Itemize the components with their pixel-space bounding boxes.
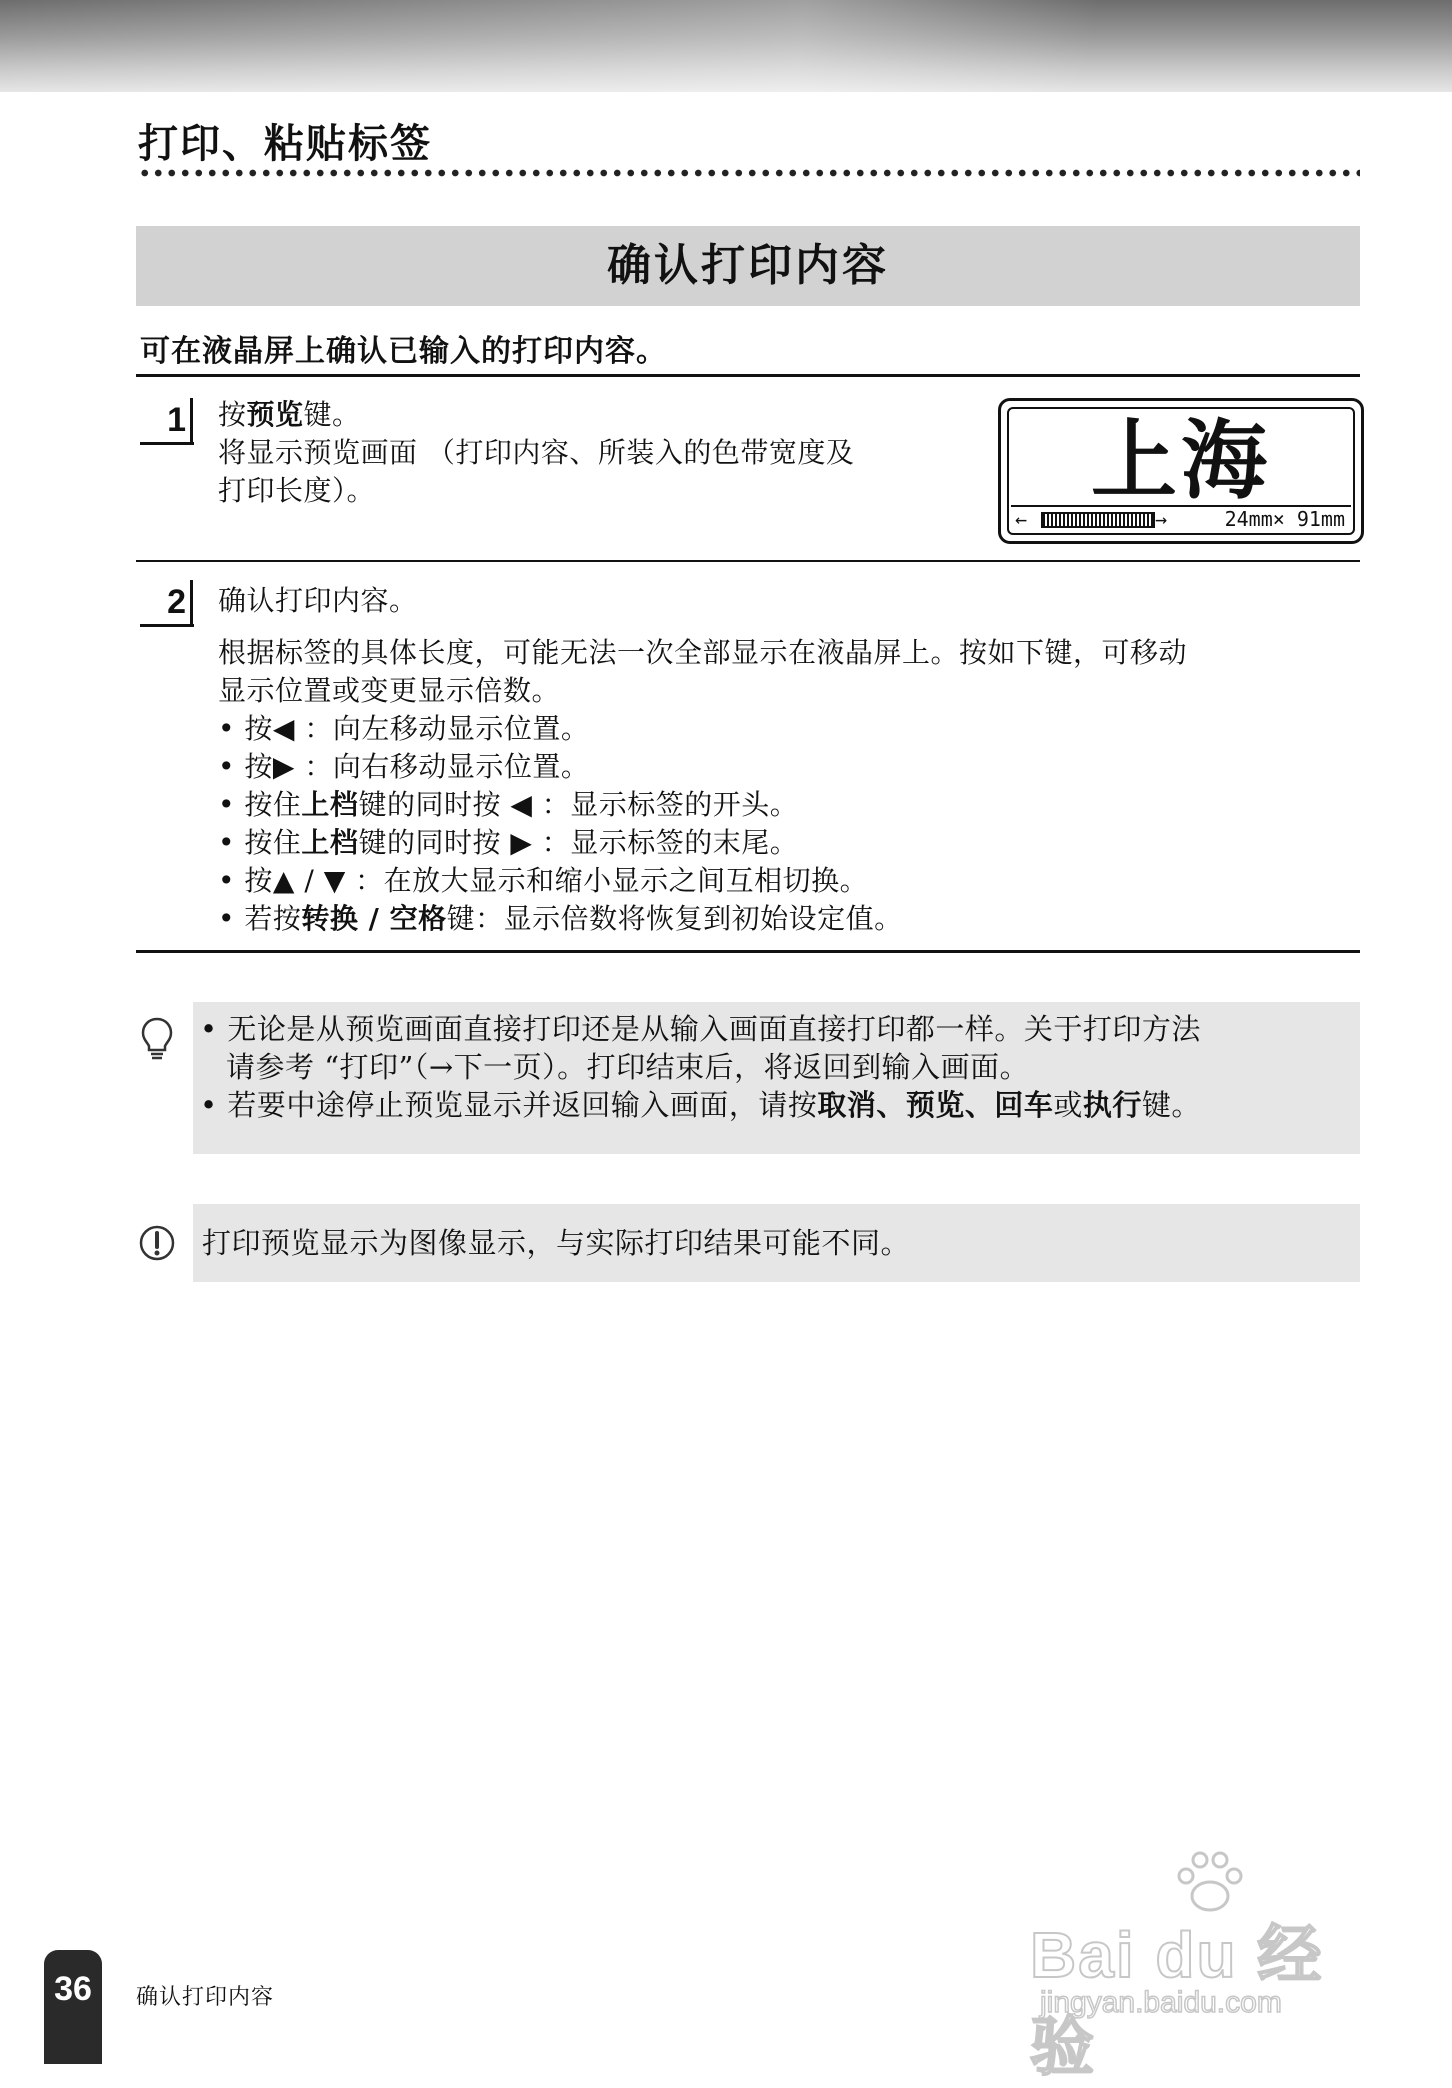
preview-key: 预览 xyxy=(246,398,304,431)
step-1-pre: 按 xyxy=(218,398,247,431)
lcd-status-bar xyxy=(1011,505,1351,531)
step-2-heading xyxy=(218,582,418,620)
bullet-4-pre: • 按住 xyxy=(218,826,302,859)
lightbulb-icon xyxy=(140,1016,174,1062)
step-2-body xyxy=(218,634,1187,710)
step-1-post: 键。 xyxy=(303,398,361,431)
step-2-para-1: 根据标签的具体长度，可能无法一次全部显示在液晶屏上。按如下键，可移动 xyxy=(218,636,1188,669)
step-1-text xyxy=(218,396,854,510)
step-2-line-1: 确认打印内容。 xyxy=(218,584,418,617)
bullet-5-post: ：在放大显示和缩小显示之间互相切换。 xyxy=(345,864,869,897)
bullet-2 xyxy=(218,748,903,786)
step-2-para-2: 显示位置或变更显示倍数。 xyxy=(218,674,561,707)
section-heading: 打印、粘贴标签 xyxy=(138,121,432,167)
bullet-1-pre: • 按 xyxy=(218,712,273,745)
tip-or: 或 xyxy=(1053,1088,1083,1122)
step-1-line-3: 打印长度）。 xyxy=(218,474,376,507)
title-band xyxy=(136,226,1360,306)
lcd-preview xyxy=(998,398,1364,544)
shift-key: 上档 xyxy=(301,788,359,821)
watermark-main: Bai du 经验 xyxy=(1030,1919,1324,2083)
bullet-4-post: ：显示标签的末尾。 xyxy=(532,826,799,859)
right-arrow-icon: → xyxy=(1155,507,1168,531)
step-2-rule xyxy=(136,950,1360,953)
bullet-5 xyxy=(218,862,903,900)
tip-keys: 取消、预览、回车 xyxy=(817,1088,1054,1122)
top-banner-shine xyxy=(0,0,1452,92)
tip-line-1: • 无论是从预览画面直接打印还是从输入画面直接打印都一样。关于打印方法 xyxy=(200,1012,1201,1046)
tip-line-2: 请参考 “打印”（→下一页）。打印结束后，将返回到输入画面。 xyxy=(226,1050,1030,1084)
bullet-3 xyxy=(218,786,903,824)
bullet-3-post: ：显示标签的开头。 xyxy=(532,788,799,821)
tip-line-3-post: 键。 xyxy=(1141,1088,1201,1122)
footer-label: 确认打印内容 xyxy=(136,1985,275,2010)
lcd-screen xyxy=(1007,407,1355,535)
caution-icon xyxy=(138,1224,176,1262)
intro-rule xyxy=(136,374,1360,377)
step-1-rule xyxy=(136,560,1360,562)
bullet-2-post: ：向右移动显示位置。 xyxy=(294,750,590,783)
right-key-icon: ▶ xyxy=(510,826,533,859)
lcd-main-text: 上海 xyxy=(1091,411,1271,511)
step-1-line-2: 将显示预览画面 （打印内容、所装入的色带宽度及 xyxy=(218,436,855,469)
tip-line-3-pre: • 若要中途停止预览显示并返回输入画面，请按 xyxy=(200,1088,818,1122)
watermark-sub: jingyan.baidu.com xyxy=(1040,1986,1282,2019)
top-banner xyxy=(0,0,1452,92)
convert-space-key: 转换 / 空格 xyxy=(301,902,447,935)
bullet-4 xyxy=(218,824,903,862)
watermark xyxy=(1030,1848,1370,2083)
step-1-bar xyxy=(190,398,193,442)
execute-key: 执行 xyxy=(1082,1088,1142,1122)
tip-line-3 xyxy=(200,1086,1201,1124)
bullet-6 xyxy=(218,900,903,938)
bullet-6-pre: • 若按 xyxy=(218,902,302,935)
lcd-size-readout: 24mm× 91mm xyxy=(1224,507,1345,531)
step-2-bullets xyxy=(218,710,903,938)
bullet-5-pre: • 按 xyxy=(218,864,273,897)
left-key-icon: ◀ xyxy=(272,712,295,745)
bullet-3-mid: 键的同时按 xyxy=(358,788,511,821)
tape-width-icon xyxy=(1041,512,1155,528)
step-1-line-1 xyxy=(218,396,854,434)
page-number: 36 xyxy=(54,1970,92,2008)
step-2-number: 2 xyxy=(140,580,194,627)
bullet-3-pre: • 按住 xyxy=(218,788,302,821)
shift-key: 上档 xyxy=(301,826,359,859)
dotted-divider xyxy=(138,168,1360,178)
page-title: 确认打印内容 xyxy=(607,240,889,291)
bullet-2-pre: • 按 xyxy=(218,750,273,783)
right-key-icon: ▶ xyxy=(272,750,295,783)
step-1-number: 1 xyxy=(140,398,194,445)
bullet-4-mid: 键的同时按 xyxy=(358,826,511,859)
bullet-6-post: 键：显示倍数将恢复到初始设定值。 xyxy=(446,902,903,935)
tip-text xyxy=(200,1010,1201,1124)
bullet-1-post: ：向左移动显示位置。 xyxy=(294,712,590,745)
intro-text: 可在液晶屏上确认已输入的打印内容。 xyxy=(140,334,667,369)
page-number-tab xyxy=(44,1950,102,2064)
left-arrow-icon: ← xyxy=(1015,507,1028,531)
caution-text: 打印预览显示为图像显示，与实际打印结果可能不同。 xyxy=(202,1226,911,1260)
bullet-1 xyxy=(218,710,903,748)
left-key-icon: ◀ xyxy=(510,788,533,821)
step-2-bar xyxy=(190,580,193,624)
up-down-key-icon: ▲ / ▼ xyxy=(272,864,346,897)
